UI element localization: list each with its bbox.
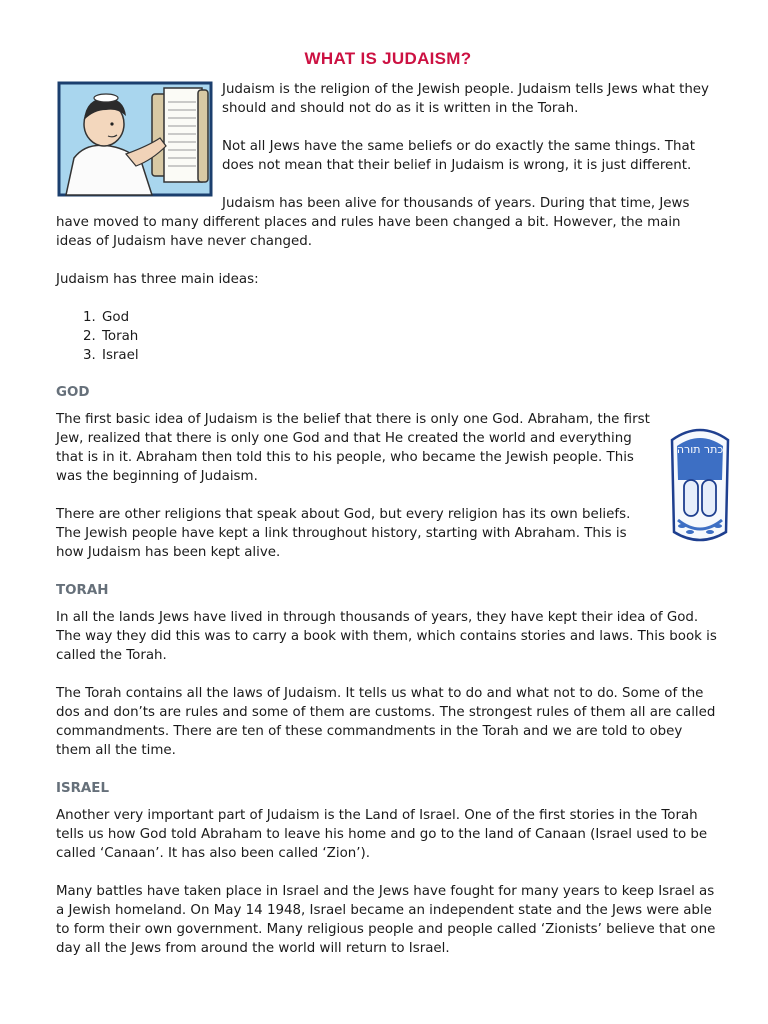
- israel-paragraph-2: Many battles have taken place in Israel and the Jews have fought for many years to keep Israel as a Jewish homeland. On May 14 1948, Israel became an independent state and the Jews were able to form their own government. Many religious people and people called ‘Zionists’ believe that one day all the Jews from around the world will return to Israel.: [56, 884, 716, 956]
- section-heading-torah: TORAH: [56, 583, 109, 598]
- intro-paragraph-2: Not all Jews have the same beliefs or do exactly the same things. That does not mean that their belief in Judaism is wrong, it is just different.: [222, 139, 695, 173]
- intro-paragraph-3: Judaism has been alive for thousands of years. During that time, Jews have moved to many different places and rules have been changed a bit. However, the main ideas of Judaism have never changed.: [56, 196, 690, 249]
- section-heading-israel: ISRAEL: [56, 781, 109, 796]
- list-item: 2. Torah: [100, 327, 720, 346]
- document-page: [56, 48, 724, 977]
- torah-paragraph-1: In all the lands Jews have lived in through thousands of years, they have kept their idea of God. The way they did this was to carry a book with them, which contains stories and laws. This book is called the Torah.: [56, 610, 717, 663]
- torah-scroll-illustration: [664, 420, 736, 550]
- god-paragraph-1: The first basic idea of Judaism is the belief that there is only one God. Abraham, the first Jew, realized that there is only one God and that He created the world and everything that is in it. Abraham then told this to his people, who became the Jewish people. This was the beginning of Judaism.: [56, 412, 650, 484]
- list-item: 1. God: [100, 308, 720, 327]
- list-item: 3. Israel: [100, 346, 720, 365]
- israel-paragraph-1: Another very important part of Judaism is the Land of Israel. One of the first stories in the Torah tells us how God told Abraham to leave his home and go to the land of Canaan (Israel used to be called ‘Canaan’. It has also been called ‘Zion’).: [56, 808, 708, 861]
- intro-paragraph-1: Judaism is the religion of the Jewish people. Judaism tells Jews what they should and should not do as it is written in the Torah.: [222, 82, 709, 116]
- section-heading-god: GOD: [56, 385, 90, 400]
- torah-paragraph-2: The Torah contains all the laws of Judaism. It tells us what to do and what not to do. Some of the dos and don’ts are rules and some of them are customs. The strongest rules of them all are called commandments. There are ten of these commandments in the Torah and we are told to obey them all the time.: [56, 686, 716, 758]
- god-paragraph-2: There are other religions that speak about God, but every religion has its own beliefs. The Jewish people have kept a link throughout history, starting with Abraham. This is how Judaism has been kept alive.: [56, 507, 631, 560]
- main-ideas-list: [56, 308, 720, 365]
- boy-reading-torah-illustration: [56, 80, 214, 198]
- torah-hebrew-text: כתר תורה: [676, 443, 724, 456]
- intro-paragraph-4: Judaism has three main ideas:: [56, 272, 259, 287]
- page-title: WHAT IS JUDAISM?: [304, 49, 472, 68]
